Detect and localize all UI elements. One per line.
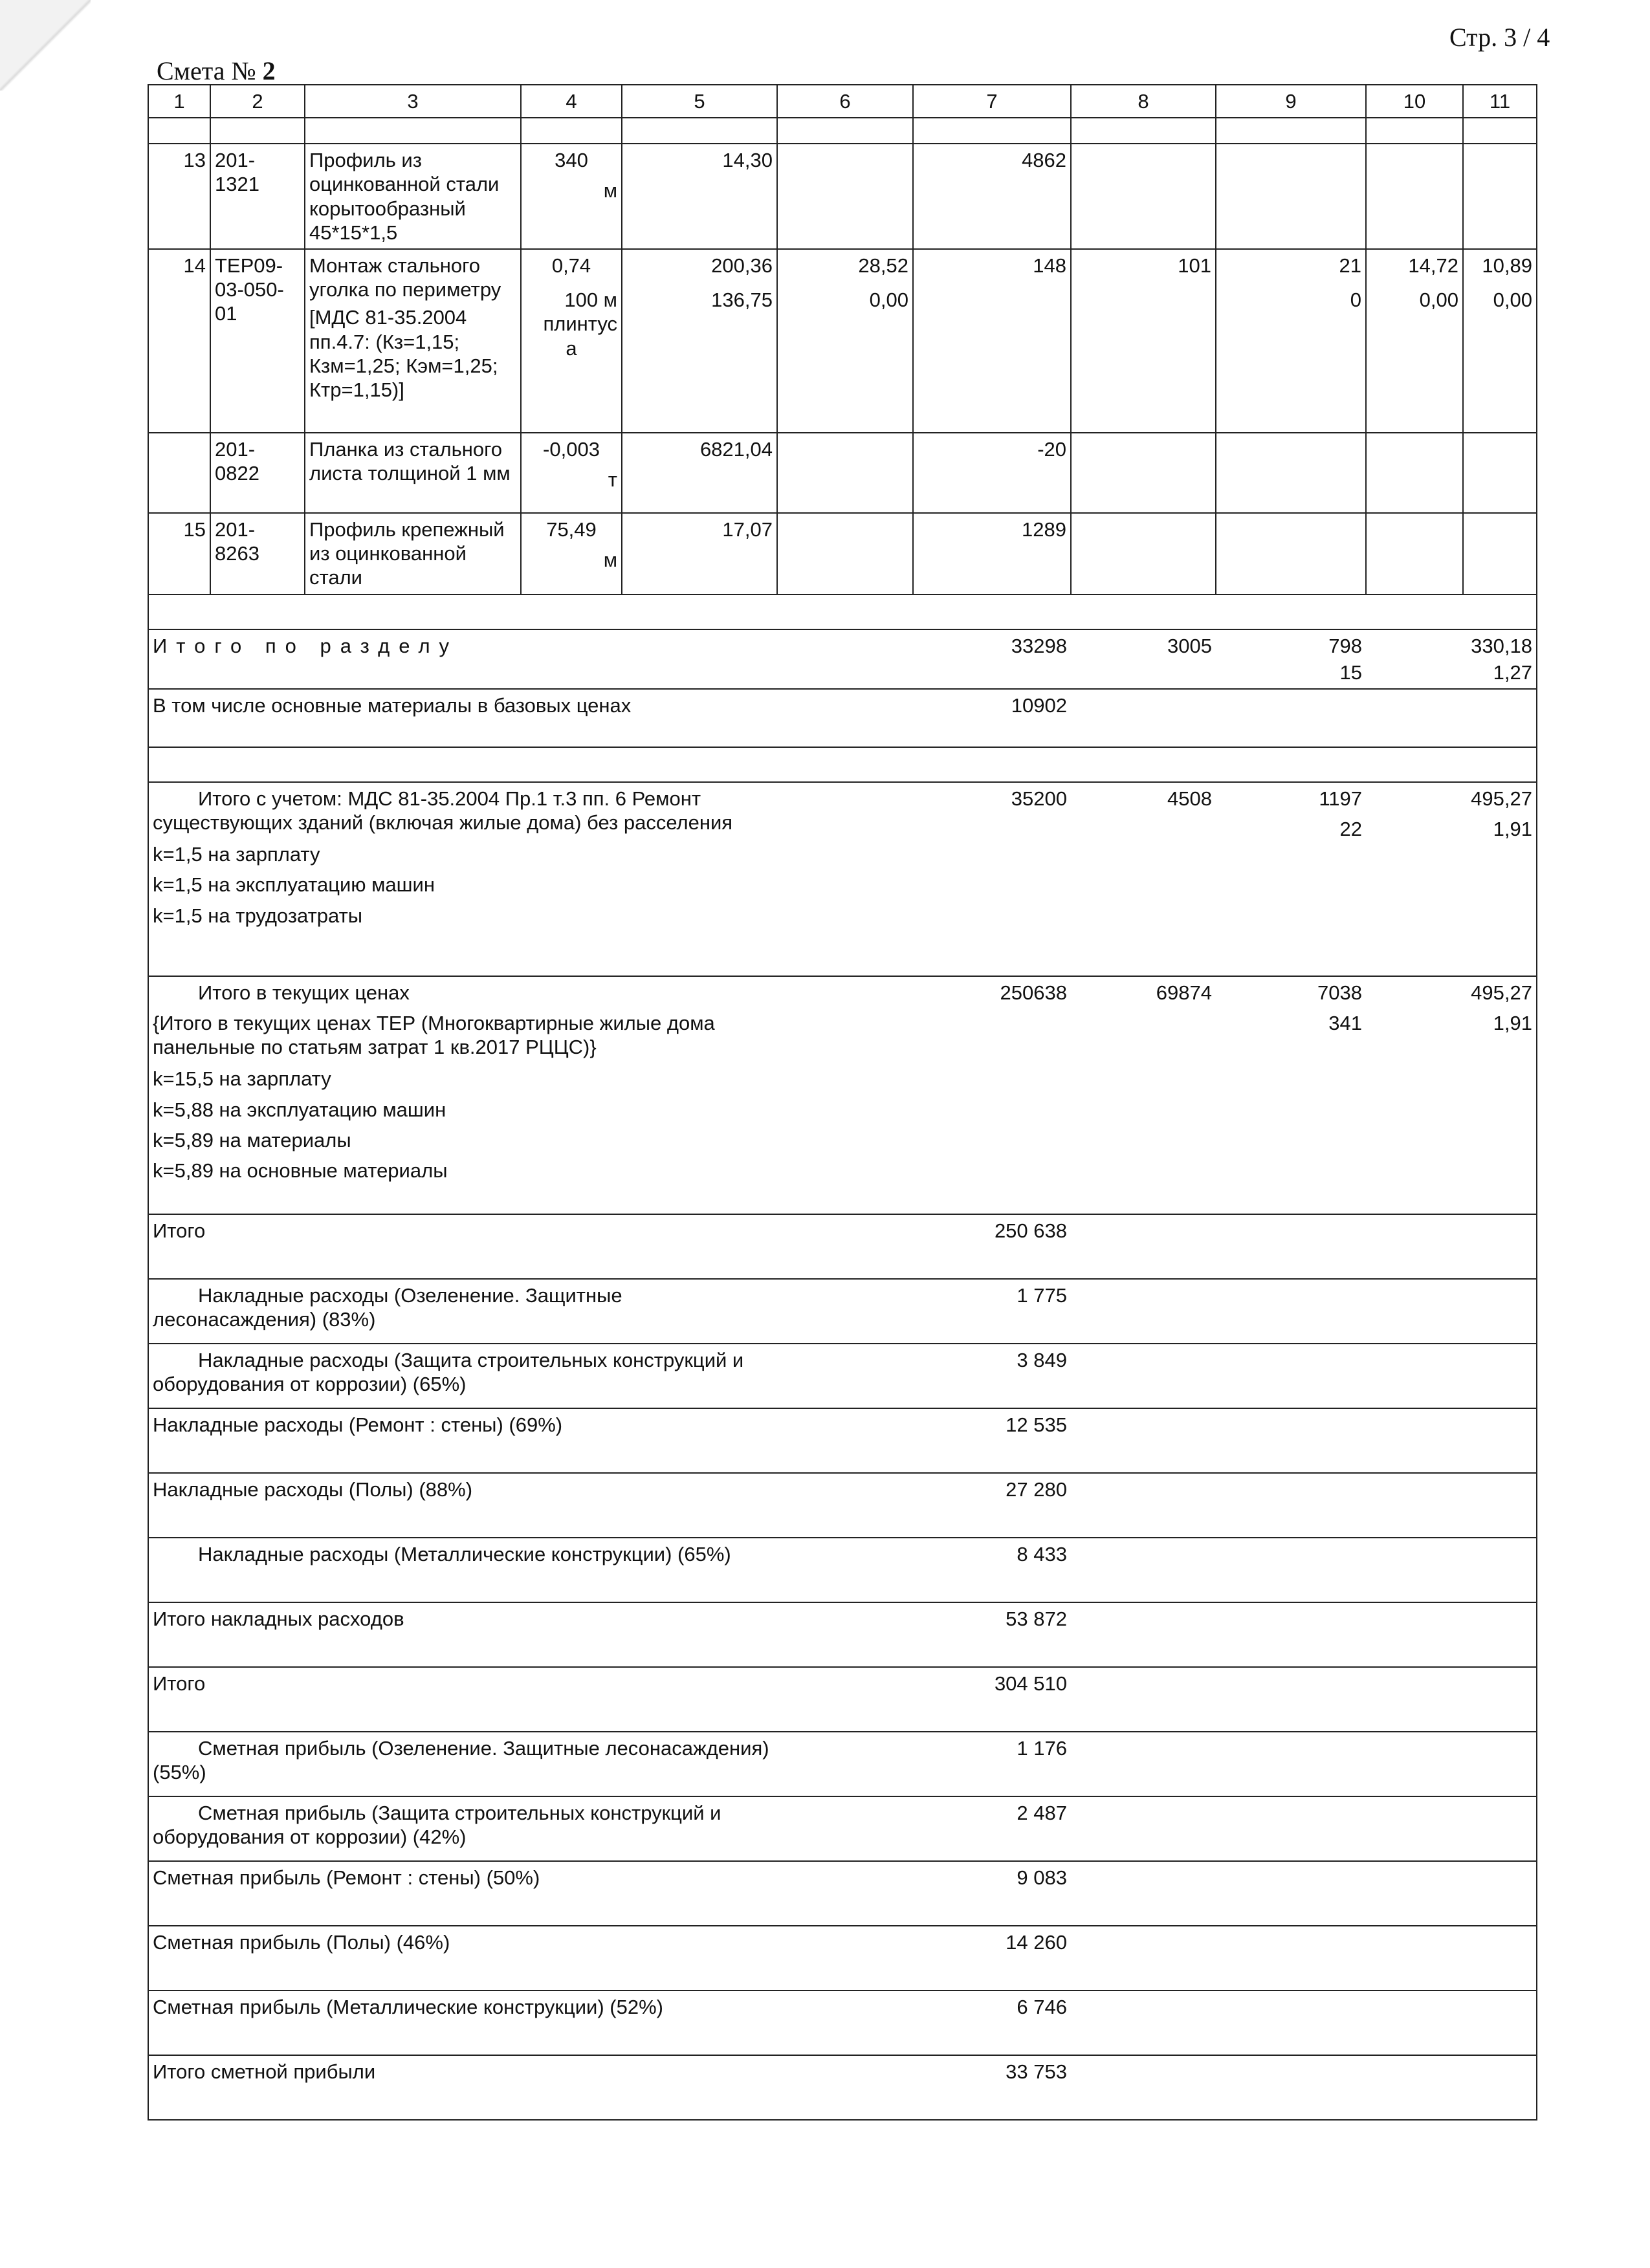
item-total: 1289 bbox=[913, 513, 1071, 594]
basic-materials-rest bbox=[1071, 689, 1537, 747]
item-total: 148 bbox=[913, 249, 1071, 433]
current-prices-col11-cell bbox=[1463, 976, 1537, 1214]
item-col6-secondary: 0,00 bbox=[869, 289, 908, 312]
summary-label bbox=[148, 1538, 913, 1602]
item-code: ТЕР09- 03-050- 01 bbox=[210, 249, 305, 433]
summary-label-text: Накладные расходы (Защита строительных конструкций и оборудования от коррозии) (65%) bbox=[153, 1348, 744, 1396]
column-number: 2 bbox=[210, 85, 305, 118]
item-number bbox=[148, 433, 210, 513]
mds-total-row bbox=[148, 782, 1537, 976]
mds-total-col9: 1197 bbox=[1319, 787, 1362, 810]
current-prices-col9-secondary: 341 bbox=[1328, 1012, 1362, 1035]
folded-corner bbox=[0, 0, 91, 91]
summary-label: Сметная прибыль (Полы) (46%) bbox=[148, 1926, 913, 1990]
current-prices-label-cell bbox=[148, 976, 913, 1214]
summary-empty bbox=[1071, 1602, 1537, 1667]
summary-row bbox=[148, 1667, 1537, 1732]
summary-empty bbox=[1071, 2055, 1537, 2120]
item-col10-cell bbox=[1366, 249, 1463, 433]
basic-materials-label: В том числе основные материалы в базовых ценах bbox=[148, 689, 913, 747]
column-number: 3 bbox=[305, 85, 521, 118]
summary-value: 27 280 bbox=[913, 1473, 1071, 1538]
column-number: 11 bbox=[1463, 85, 1537, 118]
item-name: Планка из стального листа толщиной 1 мм bbox=[305, 433, 521, 513]
column-number: 9 bbox=[1216, 85, 1366, 118]
item-quantity: 0,74 bbox=[551, 254, 591, 277]
column-number: 1 bbox=[148, 85, 210, 118]
item-unit: т bbox=[608, 468, 617, 492]
item-code: 201- 1321 bbox=[210, 144, 305, 249]
item-col11: 10,89 bbox=[1482, 254, 1532, 277]
page-number: Стр. 3 / 4 bbox=[1449, 23, 1550, 52]
summary-row bbox=[148, 1214, 1537, 1279]
item-col10-secondary: 0,00 bbox=[1419, 289, 1458, 312]
mds-total-col11-cell bbox=[1463, 782, 1537, 976]
estimate-title bbox=[157, 56, 276, 86]
summary-row bbox=[148, 1861, 1537, 1926]
section-total-col10 bbox=[1366, 629, 1463, 689]
summary-label: Накладные расходы (Ремонт : стены) (69%) bbox=[148, 1408, 913, 1473]
current-prices-col10 bbox=[1366, 976, 1463, 1214]
section-total-col11-secondary: 1,27 bbox=[1493, 660, 1532, 684]
summary-value: 14 260 bbox=[913, 1926, 1071, 1990]
summary-label: Итого bbox=[148, 1214, 913, 1279]
current-prices-col9: 7038 bbox=[1317, 981, 1362, 1004]
item-col8 bbox=[1071, 433, 1216, 513]
summary-row bbox=[148, 1796, 1537, 1861]
item-name: Профиль из оцинкованной стали корытообразный 45*15*1,5 bbox=[305, 144, 521, 249]
section-total-col9-secondary: 15 bbox=[1339, 660, 1362, 684]
summary-value: 3 849 bbox=[913, 1344, 1071, 1408]
item-quantity: 75,49 bbox=[546, 518, 597, 541]
table-row bbox=[148, 513, 1537, 594]
column-number: 8 bbox=[1071, 85, 1216, 118]
current-prices-label: Итого в текущих ценах bbox=[198, 981, 410, 1004]
item-col11 bbox=[1463, 144, 1537, 249]
summary-empty bbox=[1071, 1732, 1537, 1796]
item-quantity-cell bbox=[521, 433, 622, 513]
item-quantity: -0,003 bbox=[543, 437, 600, 461]
summary-label bbox=[148, 1796, 913, 1861]
summary-value: 6 746 bbox=[913, 1990, 1071, 2055]
spacer-row bbox=[148, 118, 1537, 144]
item-col9-cell bbox=[1216, 249, 1366, 433]
item-quantity-cell bbox=[521, 144, 622, 249]
section-total-col8: 3005 bbox=[1071, 629, 1216, 689]
summary-row bbox=[148, 1538, 1537, 1602]
item-name-cell bbox=[305, 249, 521, 433]
item-code: 201- 0822 bbox=[210, 433, 305, 513]
section-total-col9: 798 bbox=[1328, 634, 1362, 657]
table-row bbox=[148, 144, 1537, 249]
item-total: 4862 bbox=[913, 144, 1071, 249]
summary-label: Сметная прибыль (Ремонт : стены) (50%) bbox=[148, 1861, 913, 1926]
summary-value: 9 083 bbox=[913, 1861, 1071, 1926]
item-unit: м bbox=[603, 549, 617, 572]
summary-value: 2 487 bbox=[913, 1796, 1071, 1861]
summary-label bbox=[148, 1279, 913, 1344]
basic-materials-col7: 10902 bbox=[913, 689, 1071, 747]
summary-label: Накладные расходы (Полы) (88%) bbox=[148, 1473, 913, 1538]
current-prices-label2: {Итого в текущих ценах ТЕР (Многоквартирные жилые дома панельные по статьям затрат 1 кв.2017 РЦЦС)} bbox=[153, 1012, 715, 1059]
summary-value: 53 872 bbox=[913, 1602, 1071, 1667]
section-total-col11-cell bbox=[1463, 629, 1537, 689]
current-prices-k1: k=15,5 на зарплату bbox=[153, 1067, 331, 1091]
summary-row bbox=[148, 2055, 1537, 2120]
summary-label-text: Накладные расходы (Металлические конструкции) (65%) bbox=[198, 1542, 731, 1565]
item-col8: 101 bbox=[1071, 249, 1216, 433]
item-code: 201- 8263 bbox=[210, 513, 305, 594]
summary-row bbox=[148, 1344, 1537, 1408]
item-col11 bbox=[1463, 513, 1537, 594]
item-col10 bbox=[1366, 433, 1463, 513]
blank-row bbox=[148, 747, 1537, 782]
column-number: 6 bbox=[777, 85, 913, 118]
summary-empty bbox=[1071, 1408, 1537, 1473]
summary-empty bbox=[1071, 1344, 1537, 1408]
summary-empty bbox=[1071, 1990, 1537, 2055]
summary-label: Сметная прибыль (Металлические конструкции) (52%) bbox=[148, 1990, 913, 2055]
basic-materials-row bbox=[148, 689, 1537, 747]
current-prices-k2: k=5,88 на эксплуатацию машин bbox=[153, 1098, 446, 1121]
column-number: 4 bbox=[521, 85, 622, 118]
item-unit: м bbox=[603, 179, 617, 202]
item-quantity-cell bbox=[521, 513, 622, 594]
summary-label: Итого bbox=[148, 1667, 913, 1732]
section-total-label bbox=[148, 629, 913, 689]
column-number: 7 bbox=[913, 85, 1071, 118]
mds-total-col11: 495,27 bbox=[1471, 787, 1532, 810]
summary-label: Итого сметной прибыли bbox=[148, 2055, 913, 2120]
item-col6 bbox=[777, 513, 913, 594]
current-prices-col9-cell bbox=[1216, 976, 1366, 1214]
summary-row bbox=[148, 1473, 1537, 1538]
summary-row bbox=[148, 1408, 1537, 1473]
summary-empty bbox=[1071, 1667, 1537, 1732]
summary-row bbox=[148, 1602, 1537, 1667]
item-number: 14 bbox=[148, 249, 210, 433]
estimate-title-number: 2 bbox=[262, 56, 276, 85]
item-name: Профиль крепежный из оцинкованной стали bbox=[305, 513, 521, 594]
item-col9 bbox=[1216, 513, 1366, 594]
item-price-secondary: 136,75 bbox=[711, 289, 773, 312]
current-prices-col11: 495,27 bbox=[1471, 981, 1532, 1004]
summary-label bbox=[148, 1732, 913, 1796]
summary-empty bbox=[1071, 1538, 1537, 1602]
mds-total-k1: k=1,5 на зарплату bbox=[153, 843, 320, 866]
column-number-row bbox=[148, 85, 1537, 118]
summary-value: 33 753 bbox=[913, 2055, 1071, 2120]
section-total-label-text: Итого по разделу bbox=[153, 634, 459, 657]
item-col8 bbox=[1071, 513, 1216, 594]
item-col6-cell bbox=[777, 249, 913, 433]
summary-empty bbox=[1071, 1796, 1537, 1861]
summary-row bbox=[148, 1926, 1537, 1990]
estimate-title-prefix: Смета № bbox=[157, 56, 256, 85]
summary-label bbox=[148, 1344, 913, 1408]
summary-row bbox=[148, 1279, 1537, 1344]
section-total-row bbox=[148, 629, 1537, 689]
summary-empty bbox=[1071, 1279, 1537, 1344]
blank-row bbox=[148, 594, 1537, 629]
item-number: 15 bbox=[148, 513, 210, 594]
item-col9: 21 bbox=[1339, 254, 1361, 277]
current-prices-col8: 69874 bbox=[1071, 976, 1216, 1214]
item-total: -20 bbox=[913, 433, 1071, 513]
item-col6 bbox=[777, 433, 913, 513]
table-row bbox=[148, 249, 1537, 433]
item-col6 bbox=[777, 144, 913, 249]
item-number: 13 bbox=[148, 144, 210, 249]
current-prices-col11-secondary: 1,91 bbox=[1493, 1012, 1532, 1035]
item-col11-cell bbox=[1463, 249, 1537, 433]
summary-value: 8 433 bbox=[913, 1538, 1071, 1602]
summary-empty bbox=[1071, 1214, 1537, 1279]
section-total-col9-cell bbox=[1216, 629, 1366, 689]
summary-row bbox=[148, 1990, 1537, 2055]
summary-label-text: Сметная прибыль (Озеленение. Защитные лесонасаждения) (55%) bbox=[153, 1736, 769, 1784]
summary-label: Итого накладных расходов bbox=[148, 1602, 913, 1667]
mds-total-label: Итого с учетом: МДС 81-35.2004 Пр.1 т.3 пп. 6 Ремонт существующих зданий (включая жилые дома) без расселения bbox=[153, 787, 733, 834]
table-row bbox=[148, 433, 1537, 513]
summary-value: 12 535 bbox=[913, 1408, 1071, 1473]
item-col6: 28,52 bbox=[858, 254, 908, 277]
item-price: 17,07 bbox=[622, 513, 777, 594]
summary-empty bbox=[1071, 1473, 1537, 1538]
current-prices-row bbox=[148, 976, 1537, 1214]
mds-total-k3: k=1,5 на трудозатраты bbox=[153, 904, 363, 927]
item-col9 bbox=[1216, 433, 1366, 513]
item-col9-secondary: 0 bbox=[1350, 289, 1361, 312]
mds-total-col10 bbox=[1366, 782, 1463, 976]
mds-total-k2: k=1,5 на эксплуатацию машин bbox=[153, 873, 435, 897]
current-prices-k4: k=5,89 на основные материалы bbox=[153, 1159, 448, 1182]
summary-empty bbox=[1071, 1861, 1537, 1926]
summary-label-text: Сметная прибыль (Защита строительных конструкций и оборудования от коррозии) (42%) bbox=[153, 1801, 721, 1849]
section-total-col7: 33298 bbox=[913, 629, 1071, 689]
summary-empty bbox=[1071, 1926, 1537, 1990]
column-number: 10 bbox=[1366, 85, 1463, 118]
item-name-note: [МДС 81-35.2004 пп.4.7: (Кз=1,15; Кзм=1,25; Кэм=1,25; Ктр=1,15)] bbox=[309, 306, 498, 401]
summary-value: 1 775 bbox=[913, 1279, 1071, 1344]
item-col11-secondary: 0,00 bbox=[1493, 289, 1532, 312]
summary-row bbox=[148, 1732, 1537, 1796]
mds-total-col11-secondary: 1,91 bbox=[1493, 818, 1532, 841]
item-col10 bbox=[1366, 144, 1463, 249]
summary-value: 250 638 bbox=[913, 1214, 1071, 1279]
item-quantity: 340 bbox=[555, 149, 588, 172]
summary-value: 1 176 bbox=[913, 1732, 1071, 1796]
current-prices-k3: k=5,89 на материалы bbox=[153, 1128, 351, 1151]
item-col11 bbox=[1463, 433, 1537, 513]
item-price: 14,30 bbox=[622, 144, 777, 249]
item-col9 bbox=[1216, 144, 1366, 249]
item-col10: 14,72 bbox=[1408, 254, 1458, 277]
summary-value: 304 510 bbox=[913, 1667, 1071, 1732]
item-price: 200,36 bbox=[711, 254, 773, 277]
item-col10 bbox=[1366, 513, 1463, 594]
item-col8 bbox=[1071, 144, 1216, 249]
item-quantity-cell bbox=[521, 249, 622, 433]
mds-total-label-cell bbox=[148, 782, 913, 976]
mds-total-col9-cell bbox=[1216, 782, 1366, 976]
summary-label-text: Накладные расходы (Озеленение. Защитные лесонасаждения) (83%) bbox=[153, 1283, 622, 1331]
mds-total-col7: 35200 bbox=[913, 782, 1071, 976]
estimate-table bbox=[148, 84, 1537, 2121]
mds-total-col8: 4508 bbox=[1071, 782, 1216, 976]
item-name: Монтаж стального уголка по периметру bbox=[309, 254, 501, 301]
section-total-col11: 330,18 bbox=[1471, 634, 1532, 657]
item-price: 6821,04 bbox=[622, 433, 777, 513]
current-prices-col7: 250638 bbox=[913, 976, 1071, 1214]
column-number: 5 bbox=[622, 85, 777, 118]
item-unit: 100 м плинтус а bbox=[543, 289, 617, 360]
item-price-cell bbox=[622, 249, 777, 433]
mds-total-col9-secondary: 22 bbox=[1339, 818, 1362, 841]
